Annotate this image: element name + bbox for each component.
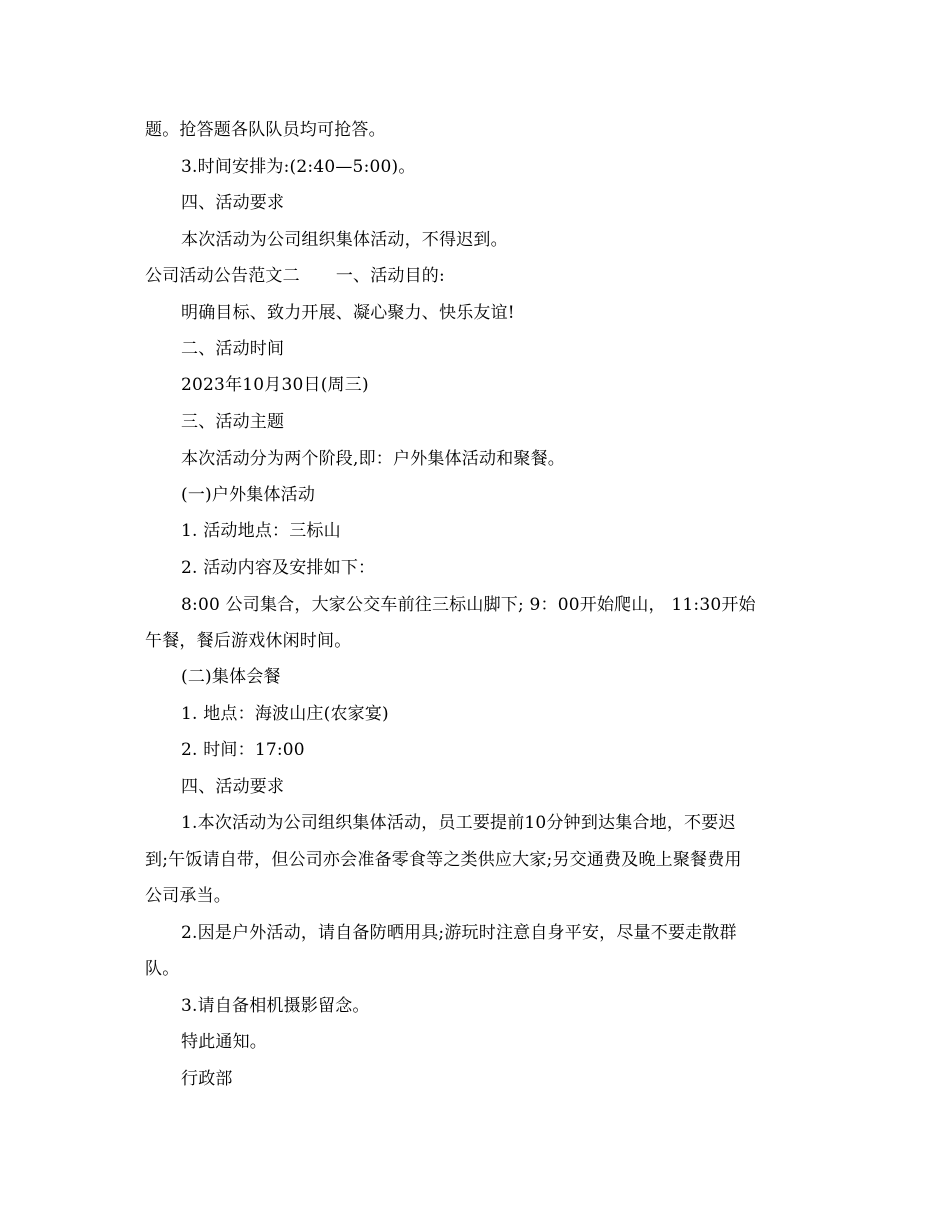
text-line: 特此通知。 [181,1032,267,1052]
subsection-heading: (二)集体会餐 [181,667,281,687]
text-line: 到;午饭请自带，但公司亦会准备零食等之类供应大家;另交通费及晚上聚餐费用 [145,850,742,870]
text-line: 明确目标、致力开展、凝心聚力、快乐友谊! [181,303,515,323]
text-line: 1.本次活动为公司组织集体活动，员工要提前10分钟到达集合地，不要迟 [181,813,736,833]
section-heading: 四、活动要求 [181,193,285,213]
text-line: 午餐，餐后游戏休闲时间。 [145,631,352,651]
text-line: 2023年10月30日(周三) [181,375,369,395]
text-line: 2.因是户外活动，请自备防晒用具;游玩时注意自身平安，尽量不要走散群 [181,923,737,943]
subsection-heading: (一)户外集体活动 [181,485,316,505]
list-item: 1. 活动地点：三标山 [181,521,341,541]
text-line: 8:00 公司集合，大家公交车前往三标山脚下; 9：00开始爬山， 11:30开始 [181,595,756,615]
section-heading: 二、活动时间 [181,339,285,359]
text-line: 3.请自备相机摄影留念。 [181,996,370,1016]
list-item: 1. 地点：海波山庄(农家宴) [181,704,389,724]
text-line: 本次活动分为两个阶段,即：户外集体活动和聚餐。 [181,449,566,469]
document-title: 公司活动公告范文二 [145,266,300,286]
text-line: 公司承当。 [145,886,231,906]
section-heading: 一、活动目的: [335,266,445,286]
text-line: 3.时间安排为:(2:40—5:00)。 [181,157,416,177]
section-heading: 三、活动主题 [181,412,285,432]
text-line: 题。抢答题各队队员均可抢答。 [145,120,386,140]
signature-line: 行政部 [181,1069,233,1089]
text-line: 本次活动为公司组织集体活动，不得迟到。 [181,230,508,250]
title-line [145,266,445,286]
list-item: 2. 时间：17:00 [181,740,305,760]
section-heading: 四、活动要求 [181,777,285,797]
text-line: 队。 [145,959,180,979]
list-item: 2. 活动内容及安排如下： [181,558,376,578]
